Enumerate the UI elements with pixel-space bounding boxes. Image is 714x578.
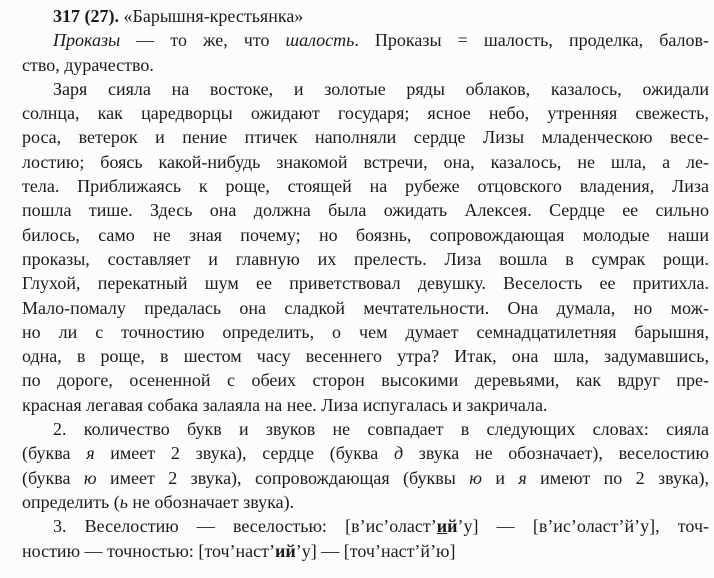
text-line-14: но ли с точностию определить, о чем думает семнадцатилетняя барышня, [22,321,709,342]
text-segment: ’у] — [точ’наст’й’ю] [295,540,456,561]
text-line-5: солнца, как царедворцы ожидают государя; ясное небо, утренняя свежесть, [22,103,709,124]
text-segment: звука не обозначает), веселостию [403,443,709,464]
text-segment: — то же, что [120,30,286,51]
text-segment: ий [275,540,296,561]
exercise-text-block [22,4,709,563]
text-line-7: лостию; боясь какой-нибудь знакомой встречи, она, казалось, не шла, а ле- [22,151,709,172]
text-segment: . Проказы = шалость, проделка, балов- [354,30,709,51]
text-line-23 [22,539,709,563]
exercise-title-line [22,4,709,28]
text-segment: и [436,516,448,537]
text-segment: 3. Веселостию — веселостью: [в’ис’оласт’ [53,516,437,537]
text-segment: и [481,467,519,488]
text-segment: ностию — точностью: [точ’наст’ [22,540,276,561]
text-segment: имеет 2 звука), сердце (буква [94,443,394,464]
text-line-16: по дороге, осененной с обеих сторон высокими деревьями, как вдруг пре- [22,370,709,391]
text-line-6: роса, ветерок и пение птичек наполняли сердце Лизы младенческою весе- [22,127,709,148]
text-line-21 [22,490,709,514]
text-segment: (буква [22,443,87,464]
text-segment: ю [469,467,482,488]
text-line-15: одна, в роще, в шестом часу весеннего утра? Итак, она шла, задумавшись, [22,346,709,367]
text-segment: я [86,443,95,464]
text-line-18: 2. количество букв и звуков не совпадает в следующих словах: сияла [53,419,709,440]
text-line-19 [22,441,709,465]
text-segment: ь [119,491,128,512]
text-line-8: тела. Приближаясь к роще, стоящей на рубеже отцовского владения, Лиза [22,176,709,197]
text-line-10: билось, само не зная почему; но боязнь, сопровождающая молодые наши [22,224,709,245]
text-segment: Проказы [53,30,121,51]
text-segment: имеет 2 звука), сопровождающая (буквы [96,467,470,488]
text-line-13: Мало-помалу предалась она сладкой мечтательности. Она думала, но мож- [22,297,709,318]
text-segment: определить ( [22,491,120,512]
text-segment: й [447,516,458,537]
text-line-17: красная легавая собака залаяла на нее. Лиза испугалась и закричала. [22,394,548,415]
text-segment: ю [83,467,97,488]
text-segment: не обозначает звука). [127,491,295,512]
text-line-22 [22,514,709,538]
text-segment: я [518,467,527,488]
text-line-9: пошла тише. Здесь она должна была ожидать Алексея. Сердце ее сильно [22,200,709,221]
text-line-4: Заря сияла на востоке, и золотые ряды облаков, казалось, ожидали [53,78,709,99]
text-segment: ’у] — [в’ис’оласт’й’у], точ- [457,516,709,537]
exercise-title: «Барышня-крестьянка» [119,6,304,26]
text-line-20 [22,466,709,490]
text-line-12: Глухой, перекатный шум ее приветствовал девушку. Веселость ее притихла. [22,273,709,294]
exercise-number: 317 (27). [53,6,119,26]
text-segment: д [393,443,404,464]
text-line-2 [22,28,709,52]
text-line-3: ство, дурачество. [22,54,154,75]
text-segment: имеют по 2 звука), [526,467,709,488]
text-line-11: проказы, составляет и главную их прелесть. Лиза вошла в сумрак рощи. [22,248,709,269]
text-segment: (буква [22,467,84,488]
text-segment: шалость [285,30,355,51]
